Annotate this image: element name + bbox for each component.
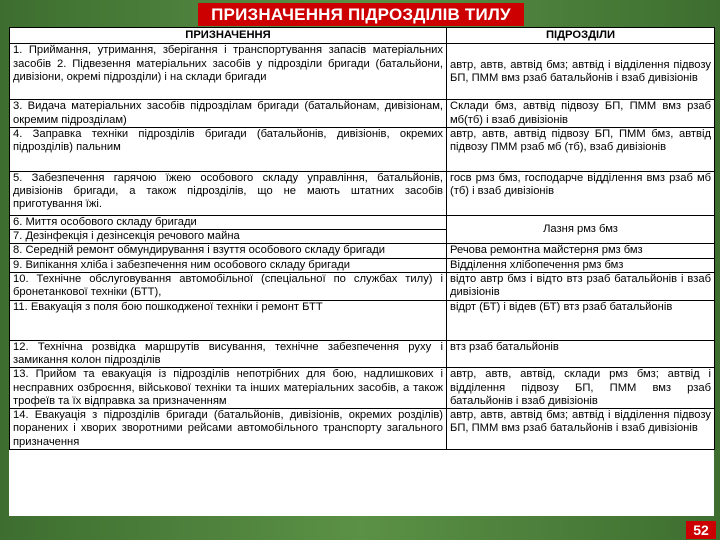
row-purpose: 10. Технічне обслуговування автомобільної (спеціальної по службах тилу) і бронетанкової техніки (БТТ), <box>10 273 447 301</box>
table-header-row <box>10 28 715 44</box>
row-purpose: 5. Забезпечення гарячою їжею особового складу управління, батальйонів, дивізіонів бригади, а також підрозділів, що не мають штатних засобів приготування їжі. <box>10 171 447 215</box>
table-row <box>10 127 715 171</box>
row-units: відрт (БТ) і відев (БТ) втз рзаб батальйонів <box>447 300 715 340</box>
table-row <box>10 368 715 409</box>
header-purpose: ПРИЗНАЧЕННЯ <box>10 28 447 44</box>
row-purpose: 9. Випікання хліба і забезпечення ним особового складу бригади <box>10 258 447 272</box>
row-units: автр, автв, автвід, склади рмз бмз; автвід і відділення підвозу БП, ПММ вмз рзаб батальйонів і взаб дивізіонів <box>447 368 715 409</box>
row-purpose: 4. Заправка техніки підрозділів бригади (батальйонів, дивізіонів, окремих підрозділів) пальним <box>10 127 447 171</box>
row-purpose: 13. Прийом та евакуація із підрозділів непотрібних для бою, надлишкових і несправних озброєння, військової техніки та інших матеріальних засобів, а також трофеїв та їх відправка за призначенням <box>10 368 447 409</box>
table-row <box>10 44 715 100</box>
table-row <box>10 244 715 258</box>
table-row <box>10 100 715 128</box>
row-purpose: 14. Евакуація з підрозділів бригади (батальйонів, дивізіонів, окремих розділів) поранених і хворих зворотними рейсами автомобільного транспорту загального призначення <box>10 409 447 450</box>
row-purpose: 8. Середній ремонт обмундирування і взуття особового складу бригади <box>10 244 447 258</box>
row-purpose: 11. Евакуація з поля бою пошкодженої техніки і ремонт БТТ <box>10 300 447 340</box>
row-units: Речова ремонтна майстерня рмз бмз <box>447 244 715 258</box>
table-row <box>10 215 715 229</box>
purpose-table <box>9 27 715 450</box>
table-row <box>10 340 715 368</box>
table-row <box>10 409 715 450</box>
row-units: автр, автв, автвід бмз; автвід і відділення підвозу БП, ПММ вмз рзаб батальйонів і взаб дивізіонів <box>447 409 715 450</box>
row-units: автр, автв, автвід підвозу БП, ПММ бмз, автвід підвозу ПММ рзаб мб (тб), взаб дивізіонів <box>447 127 715 171</box>
header-units: ПІДРОЗДІЛИ <box>447 28 715 44</box>
row-purpose: 7. Дезінфекція і дезінсекція речового майна <box>10 230 447 244</box>
row-units: автр, автв, автвід бмз; автвід і відділення підвозу БП, ПММ вмз рзаб батальйонів і взаб дивізіонів <box>447 44 715 100</box>
row-purpose: 1. Приймання, утримання, зберігання і транспортування запасів матеріальних засобів 2. Підвезення матеріальних засобів у підрозділи бригади (батальйони, дивізіони, окремі підрозділи) і на склади бригади <box>10 44 447 100</box>
row-purpose: 3. Видача матеріальних засобів підрозділам бригади (батальйонам, дивізіонам, окремим підрозділам) <box>10 100 447 128</box>
table-row <box>10 300 715 340</box>
row-units: втз рзаб батальйонів <box>447 340 715 368</box>
purpose-table-container <box>9 27 714 516</box>
row-units: госв рмз бмз, господарче відділення вмз рзаб мб (тб) і взаб дивізіонів <box>447 171 715 215</box>
page-number: 52 <box>686 521 716 539</box>
row-purpose: 12. Технічна розвідка маршрутів висування, технічне забезпечення руху і замикання колон підрозділів <box>10 340 447 368</box>
row-units: Склади бмз, автвід підвозу БП, ПММ вмз рзаб мб(тб) і взаб дивізіонів <box>447 100 715 128</box>
row-units: Відділення хлібопечення рмз бмз <box>447 258 715 272</box>
row-units: Лазня рмз бмз <box>447 215 715 244</box>
row-purpose: 6. Миття особового складу бригади <box>10 215 447 229</box>
table-row <box>10 171 715 215</box>
table-row <box>10 258 715 272</box>
slide-title: ПРИЗНАЧЕННЯ ПІДРОЗДІЛІВ ТИЛУ <box>198 3 524 26</box>
table-row <box>10 273 715 301</box>
row-units: відто автр бмз і відто втз рзаб батальйонів і взаб дивізіонів <box>447 273 715 301</box>
